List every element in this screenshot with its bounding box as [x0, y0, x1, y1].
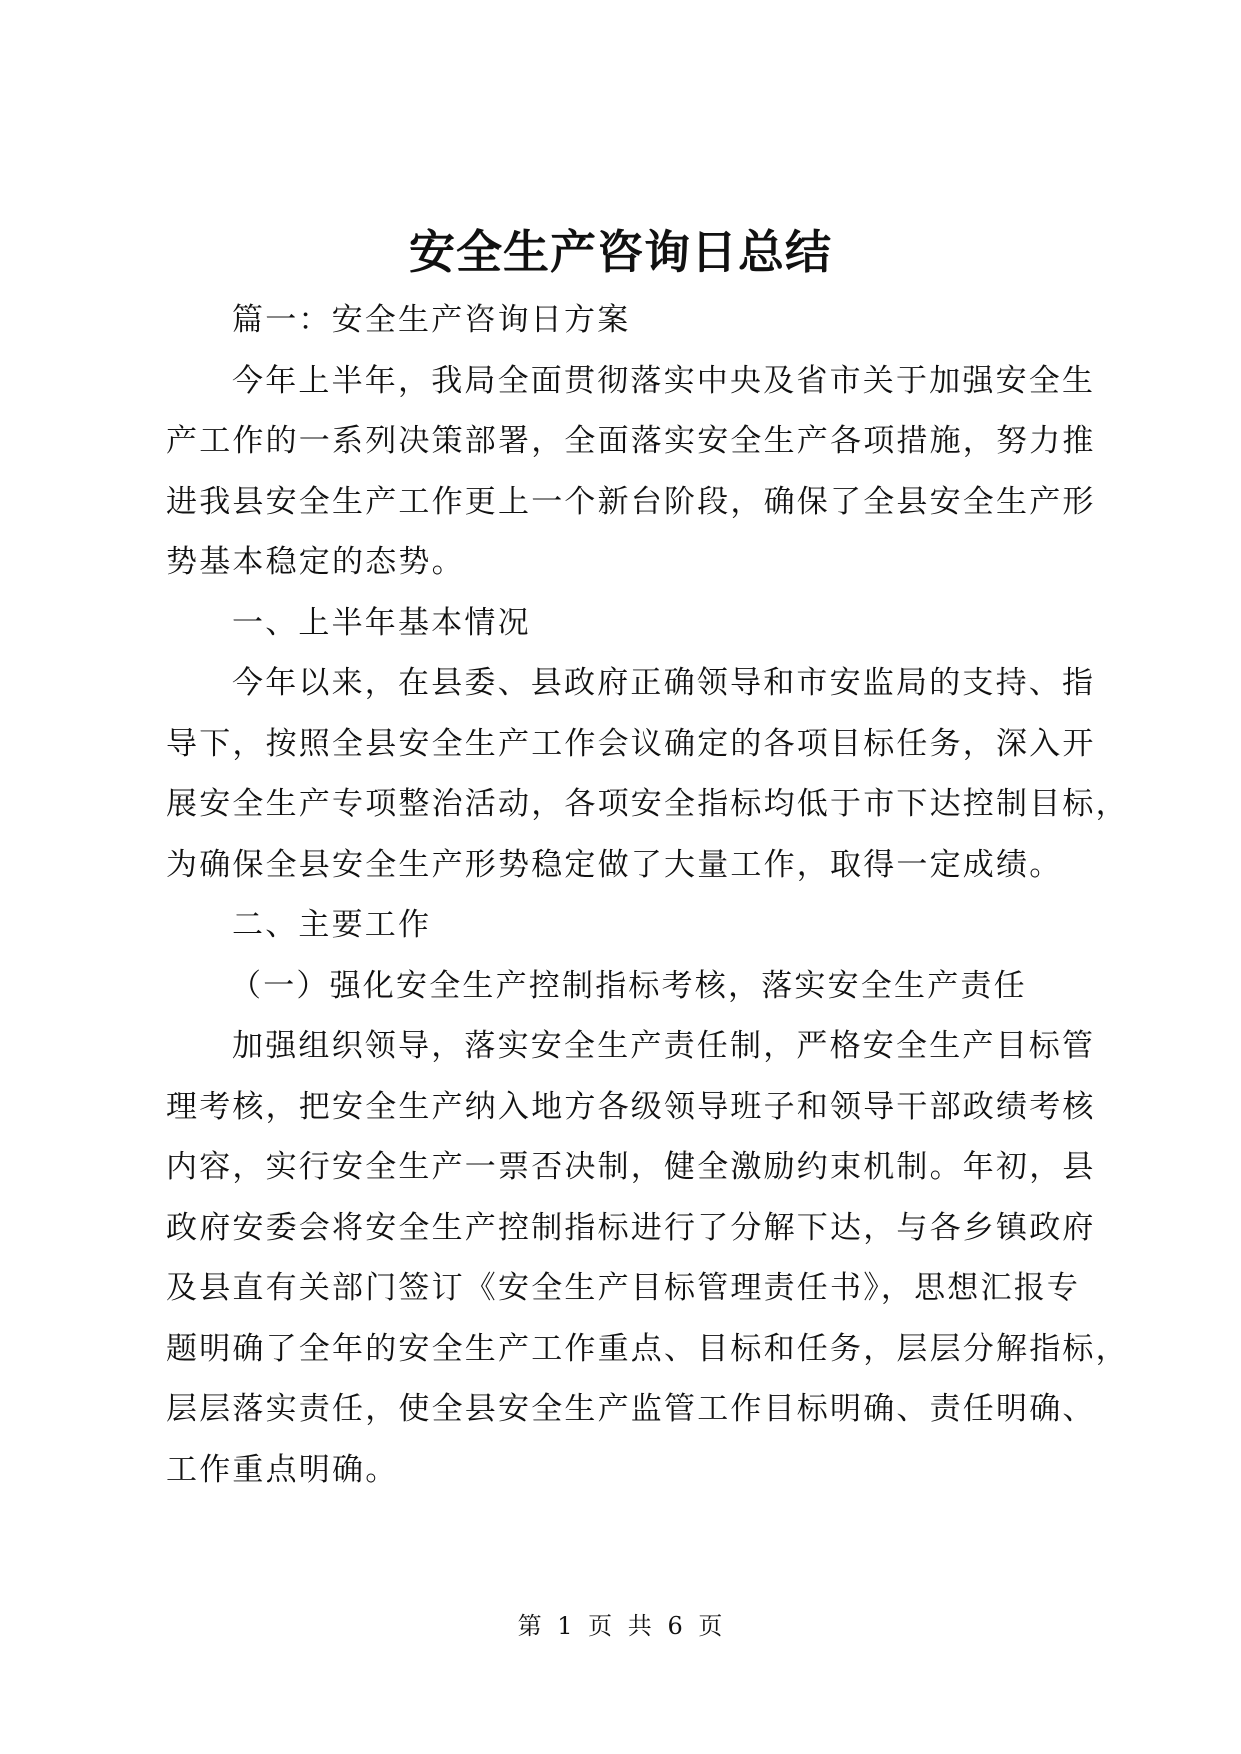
- paragraph-line: 进我县安全生产工作更上一个新台阶段，确保了全县安全生产形: [166, 483, 1096, 520]
- paragraph-line: 层层落实责任，使全县安全生产监管工作目标明确、责任明确、: [166, 1391, 1096, 1427]
- paragraph-line: 内容，实行安全生产一票否决制，健全激励约束机制。年初，县: [166, 1149, 1096, 1185]
- paragraph-line: 政府安委会将安全生产控制指标进行了分解下达，与各乡镇政府: [166, 1209, 1096, 1246]
- paragraph-line: 题明确了全年的安全生产工作重点、目标和任务，层层分解指标，: [166, 1330, 1129, 1367]
- document-title: 安全生产咨询日总结: [409, 225, 832, 279]
- paragraph-line: 加强组织领导，落实安全生产责任制，严格安全生产目标管: [232, 1028, 1096, 1064]
- paragraph-line: 工作重点明确。: [166, 1451, 399, 1488]
- subsection-heading: （一）强化安全生产控制指标考核，落实安全生产责任: [230, 967, 1027, 1004]
- paragraph-line: 今年以来，在县委、县政府正确领导和市安监局的支持、指: [232, 665, 1096, 701]
- paragraph-line: 导下，按照全县安全生产工作会议确定的各项目标任务，深入开: [166, 725, 1096, 762]
- section-heading-basic-situation: 一、上半年基本情况: [232, 604, 531, 641]
- paragraph-line: 产工作的一系列决策部署，全面落实安全生产各项措施，努力推: [166, 423, 1096, 459]
- paragraph-line: 展安全生产专项整治活动，各项安全指标均低于市下达控制目标，: [166, 786, 1129, 822]
- paragraph-line: 理考核，把安全生产纳入地方各级领导班子和领导干部政绩考核: [166, 1088, 1096, 1125]
- paragraph-line: 及县直有关部门签订《安全生产目标管理责任书》，思想汇报专: [166, 1270, 1081, 1306]
- section-heading-part-one: 篇一：安全生产咨询日方案: [232, 302, 631, 338]
- paragraph-line: 势基本稳定的态势。: [166, 544, 465, 580]
- page-number-footer: 第 1 页 共 6 页: [517, 1612, 724, 1640]
- document-body: [166, 290, 1129, 1500]
- paragraph-line: 为确保全县安全生产形势稳定做了大量工作，取得一定成绩。: [166, 846, 1063, 883]
- paragraph-line: 今年上半年，我局全面贯彻落实中央及省市关于加强安全生: [232, 362, 1096, 399]
- section-heading-main-work: 二、主要工作: [232, 907, 432, 943]
